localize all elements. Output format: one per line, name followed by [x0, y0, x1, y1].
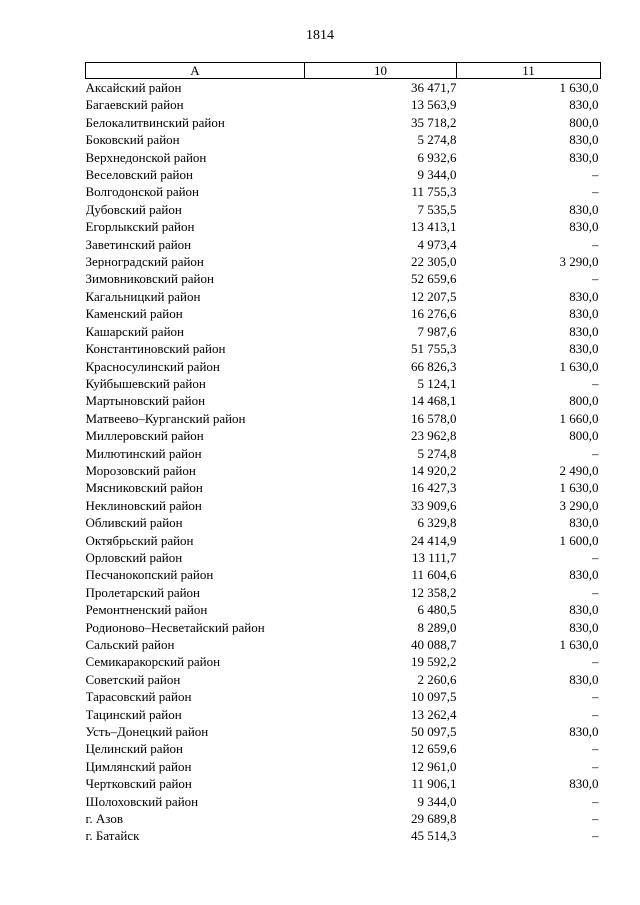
- district-name-cell: Белокалитвинский район: [85, 114, 225, 130]
- column-11-value-cell: 1 630,0: [559, 480, 599, 496]
- column-10-value-cell: 12 358,2: [411, 584, 457, 600]
- column-10-value-cell: 5 274,8: [417, 132, 457, 148]
- column-11-value-cell: 830,0: [569, 132, 599, 148]
- district-name-cell: Тарасовский район: [85, 689, 192, 705]
- column-10-value-cell: 40 088,7: [411, 637, 457, 652]
- column-10-value-cell: 12 961,0: [411, 758, 457, 774]
- column-11-value-cell: –: [592, 654, 599, 670]
- column-11-value-cell: 800,0: [569, 393, 599, 409]
- column-header-a: A: [86, 63, 305, 79]
- column-10-value-cell: 13 262,4: [411, 706, 457, 722]
- column-10-value-cell: 5 274,8: [417, 445, 457, 461]
- table-row: [86, 253, 601, 270]
- table-row: [86, 740, 601, 757]
- column-11-value-cell: –: [592, 271, 599, 287]
- district-name-cell: Дубовский район: [85, 201, 182, 217]
- district-name-cell: Аксайский район: [85, 80, 182, 95]
- table-row: [86, 96, 601, 113]
- district-name-cell: г. Батайск: [85, 828, 140, 844]
- column-10-value-cell: 9 344,0: [417, 793, 457, 809]
- column-11-value-cell: 1 630,0: [559, 637, 599, 652]
- table-row: [86, 340, 601, 357]
- table-row: [86, 114, 601, 131]
- column-11-value-cell: 830,0: [569, 97, 599, 113]
- district-name-cell: Советский район: [85, 671, 181, 687]
- table-row: [86, 827, 601, 844]
- district-name-cell: Мартыновский район: [85, 393, 206, 409]
- district-name-cell: Миллеровский район: [85, 428, 204, 444]
- table-row: [86, 149, 601, 166]
- district-name-cell: Багаевский район: [85, 97, 184, 113]
- column-11-value-cell: –: [592, 167, 599, 183]
- table-row: [86, 479, 601, 496]
- column-10-value-cell: 7 987,6: [417, 323, 457, 339]
- column-10-value-cell: 45 514,3: [411, 828, 457, 844]
- column-10-value-cell: 7 535,5: [417, 201, 457, 217]
- column-11-value-cell: 830,0: [569, 341, 599, 357]
- table-row: [86, 131, 601, 148]
- table-row: [86, 79, 601, 97]
- budget-table: [85, 62, 601, 845]
- table-header-row: [86, 63, 601, 79]
- district-name-cell: Обливский район: [85, 515, 183, 531]
- district-name-cell: Чертковский район: [85, 776, 192, 792]
- column-11-value-cell: –: [592, 741, 599, 757]
- column-11-value-cell: 830,0: [569, 149, 599, 165]
- column-11-value-cell: 1 630,0: [559, 358, 599, 374]
- table-row: [86, 305, 601, 322]
- column-10-value-cell: 11 906,1: [411, 776, 457, 792]
- column-10-value-cell: 11 755,3: [411, 184, 457, 200]
- table-row: [86, 653, 601, 670]
- column-10-value-cell: 2 260,6: [417, 671, 457, 687]
- column-header-11: 11: [457, 63, 601, 79]
- column-11-value-cell: 830,0: [569, 567, 599, 583]
- column-11-value-cell: 800,0: [569, 114, 599, 130]
- district-name-cell: Родионово–Несветайский район: [85, 619, 265, 635]
- column-10-value-cell: 6 932,6: [417, 149, 457, 165]
- district-name-cell: Красносулинский район: [85, 358, 220, 374]
- district-name-cell: Егорлыкский район: [85, 219, 195, 235]
- district-name-cell: Матвеево–Курганский район: [85, 410, 246, 426]
- district-name-cell: Целинский район: [85, 741, 183, 757]
- table-row: [86, 462, 601, 479]
- table-row: [86, 636, 601, 653]
- column-10-value-cell: 29 689,8: [411, 811, 457, 827]
- district-name-cell: Верхнедонской район: [85, 149, 207, 165]
- district-name-cell: Зимовниковский район: [85, 271, 214, 287]
- column-10-value-cell: 13 111,7: [411, 549, 457, 565]
- page-number: 1814: [306, 28, 334, 43]
- district-name-cell: Морозовский район: [85, 462, 196, 478]
- column-10-value-cell: 5 124,1: [417, 375, 457, 391]
- column-11-value-cell: 1 630,0: [559, 80, 599, 95]
- column-10-value-cell: 4 973,4: [417, 236, 457, 252]
- table-row: [86, 218, 601, 235]
- column-11-value-cell: –: [592, 828, 599, 844]
- column-11-value-cell: –: [592, 811, 599, 827]
- column-11-value-cell: 1 600,0: [559, 532, 599, 548]
- column-10-value-cell: 16 276,6: [411, 306, 457, 322]
- district-name-cell: Веселовский район: [85, 167, 193, 183]
- table-row: [86, 619, 601, 636]
- column-11-value-cell: 830,0: [569, 671, 599, 687]
- table-row: [86, 706, 601, 723]
- district-name-cell: г. Азов: [85, 811, 123, 827]
- district-name-cell: Неклиновский район: [85, 497, 202, 513]
- column-11-value-cell: 830,0: [569, 724, 599, 740]
- table-row: [86, 427, 601, 444]
- column-10-value-cell: 66 826,3: [411, 358, 457, 374]
- district-name-cell: Мясниковский район: [85, 480, 203, 496]
- column-10-value-cell: 33 909,6: [411, 497, 457, 513]
- column-10-value-cell: 14 468,1: [411, 393, 457, 409]
- table-row: [86, 775, 601, 792]
- table-row: [86, 549, 601, 566]
- district-name-cell: Боковский район: [85, 132, 180, 148]
- table-row: [86, 410, 601, 427]
- column-10-value-cell: 13 413,1: [411, 219, 457, 235]
- column-10-value-cell: 16 427,3: [411, 480, 457, 496]
- district-name-cell: Ремонтненский район: [85, 602, 208, 618]
- table-row: [86, 201, 601, 218]
- column-11-value-cell: 830,0: [569, 306, 599, 322]
- district-name-cell: Кашарский район: [85, 323, 184, 339]
- table-row: [86, 288, 601, 305]
- column-11-value-cell: –: [592, 706, 599, 722]
- district-name-cell: Каменский район: [85, 306, 183, 322]
- table-row: [86, 375, 601, 392]
- column-10-value-cell: 8 289,0: [417, 619, 457, 635]
- district-name-cell: Октябрьский район: [85, 532, 194, 548]
- column-11-value-cell: 830,0: [569, 619, 599, 635]
- column-11-value-cell: 2 490,0: [559, 462, 599, 478]
- column-11-value-cell: –: [592, 375, 599, 391]
- table-row: [86, 566, 601, 583]
- column-header-10: 10: [305, 63, 457, 79]
- column-10-value-cell: 11 604,6: [411, 567, 457, 583]
- district-name-cell: Цимлянский район: [85, 758, 192, 774]
- column-11-value-cell: 800,0: [569, 428, 599, 444]
- column-11-value-cell: –: [592, 445, 599, 461]
- column-11-value-cell: –: [592, 236, 599, 252]
- district-name-cell: Сальский район: [85, 637, 175, 652]
- column-10-value-cell: 50 097,5: [411, 724, 457, 740]
- table-row: [86, 392, 601, 409]
- table-row: [86, 166, 601, 183]
- column-11-value-cell: 830,0: [569, 776, 599, 792]
- table-row: [86, 445, 601, 462]
- column-11-value-cell: 830,0: [569, 515, 599, 531]
- table-row: [86, 236, 601, 253]
- district-name-cell: Волгодонской район: [85, 184, 200, 200]
- district-name-cell: Пролетарский район: [85, 584, 201, 600]
- table-row: [86, 723, 601, 740]
- column-11-value-cell: 830,0: [569, 602, 599, 618]
- column-10-value-cell: 9 344,0: [417, 167, 457, 183]
- column-11-value-cell: 3 290,0: [559, 254, 599, 270]
- table-row: [86, 601, 601, 618]
- column-10-value-cell: 19 592,2: [411, 654, 457, 670]
- table-row: [86, 497, 601, 514]
- column-10-value-cell: 6 329,8: [417, 515, 457, 531]
- table-row: [86, 532, 601, 549]
- column-11-value-cell: –: [592, 689, 599, 705]
- column-10-value-cell: 13 563,9: [411, 97, 457, 113]
- column-11-value-cell: 830,0: [569, 323, 599, 339]
- column-10-value-cell: 12 659,6: [411, 741, 457, 757]
- column-10-value-cell: 24 414,9: [411, 532, 457, 548]
- column-10-value-cell: 12 207,5: [411, 288, 457, 304]
- column-10-value-cell: 10 097,5: [411, 689, 457, 705]
- column-10-value-cell: 35 718,2: [411, 114, 457, 130]
- table-row: [86, 323, 601, 340]
- column-11-value-cell: 830,0: [569, 219, 599, 235]
- column-11-value-cell: 1 660,0: [559, 410, 599, 426]
- table-row: [86, 514, 601, 531]
- district-name-cell: Милютинский район: [85, 445, 202, 461]
- column-10-value-cell: 14 920,2: [411, 462, 457, 478]
- district-name-cell: Орловский район: [85, 549, 183, 565]
- table-row: [86, 671, 601, 688]
- district-name-cell: Зерноградский район: [85, 254, 204, 270]
- district-name-cell: Тацинский район: [85, 706, 182, 722]
- column-10-value-cell: 23 962,8: [411, 428, 457, 444]
- table-body: [86, 79, 601, 845]
- table-row: [86, 183, 601, 200]
- column-10-value-cell: 16 578,0: [411, 410, 457, 426]
- column-10-value-cell: 22 305,0: [411, 254, 457, 270]
- district-name-cell: Усть–Донецкий район: [85, 724, 209, 740]
- table-row: [86, 810, 601, 827]
- table-row: [86, 758, 601, 775]
- column-10-value-cell: 52 659,6: [411, 271, 457, 287]
- column-11-value-cell: –: [592, 549, 599, 565]
- column-11-value-cell: 830,0: [569, 201, 599, 217]
- column-11-value-cell: 830,0: [569, 288, 599, 304]
- column-11-value-cell: –: [592, 758, 599, 774]
- column-10-value-cell: 6 480,5: [417, 602, 457, 618]
- column-11-value-cell: –: [592, 184, 599, 200]
- district-name-cell: Константиновский район: [85, 341, 226, 357]
- column-10-value-cell: 36 471,7: [411, 80, 457, 95]
- table-row: [86, 584, 601, 601]
- district-name-cell: Кагальницкий район: [85, 288, 201, 304]
- column-11-value-cell: 3 290,0: [559, 497, 599, 513]
- district-name-cell: Песчанокопский район: [85, 567, 214, 583]
- district-name-cell: Семикаракорский район: [85, 654, 221, 670]
- column-10-value-cell: 51 755,3: [411, 341, 457, 357]
- table-row: [86, 688, 601, 705]
- column-11-value-cell: –: [592, 793, 599, 809]
- district-name-cell: Заветинский район: [85, 236, 192, 252]
- district-name-cell: Куйбышевский район: [85, 375, 206, 391]
- district-name-cell: Шолоховский район: [85, 793, 199, 809]
- table-row: [86, 270, 601, 287]
- column-11-value-cell: –: [592, 584, 599, 600]
- table-row: [86, 793, 601, 810]
- table-row: [86, 358, 601, 375]
